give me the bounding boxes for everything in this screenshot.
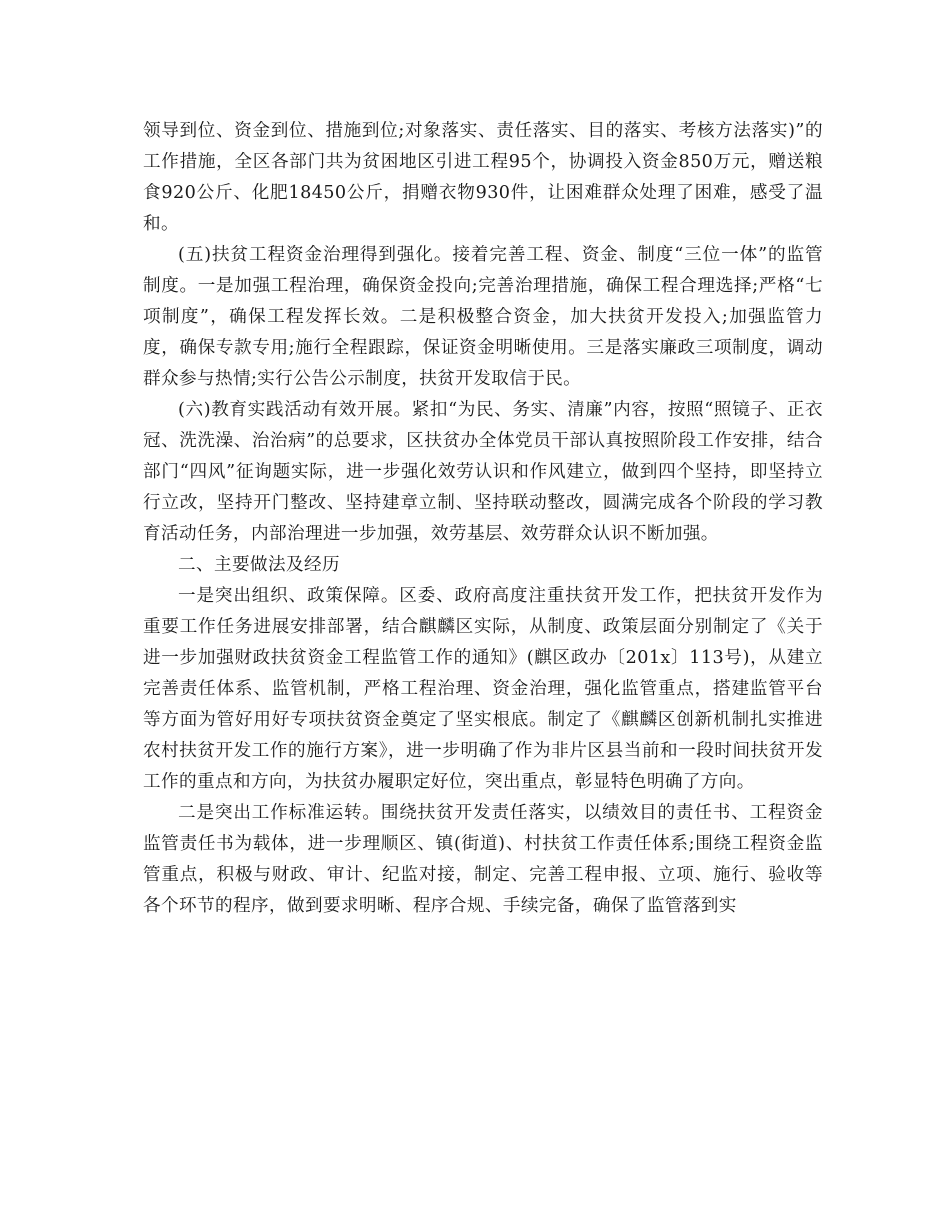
- paragraph-2: (五)扶贫工程资金治理得到强化。接着完善工程、资金、制度“三位一体”的监管制度。一是加强工程治理，确保资金投向;完善治理措施，确保工程合理选择;严格“七项制度”，确保工程发挥长效。二是积极整合资金，加大扶贫开发投入;加强监管力度，确保专款专用;施行全程跟踪，保证资金明晰使用。三是落实廉政三项制度，调动群众参与热情;实行公告公示制度，扶贫开发取信于民。: [143, 245, 823, 389]
- paragraph-4: 一是突出组织、政策保障。区委、政府高度注重扶贫开发工作，把扶贫开发作为重要工作任务进展安排部署，结合麒麟区实际，从制度、政策层面分别制定了《关于进一步加强财政扶贫资金工程监管工作的通知》(麒区政办〔201x〕113号)，从建立完善责任体系、监管机制，严格工程治理、资金治理，强化监管重点，搭建监管平台等方面为管好用好专项扶贫资金奠定了坚实根底。制定了《麒麟区创新机制扎实推进农村扶贫开发工作的施行方案》，进一步明确了作为非片区县当前和一段时间扶贫开发工作的重点和方向，为扶贫办履职定好位，突出重点，彰显特色明确了方向。: [143, 586, 823, 792]
- document-page: [143, 116, 823, 922]
- paragraph-3: (六)教育实践活动有效开展。紧扣“为民、务实、清廉”内容，按照“照镜子、正衣冠、洗洗澡、治治病”的总要求，区扶贫办全体党员干部认真按照阶段工作安排，结合部门“四风”征询题实际，进一步强化效劳认识和作风建立，做到四个坚持，即坚持立行立改，坚持开门整改、坚持建章立制、坚持联动整改，圆满完成各个阶段的学习教育活动任务，内部治理进一步加强，效劳基层、效劳群众认识不断加强。: [143, 400, 823, 544]
- paragraph-1: 领导到位、资金到位、措施到位;对象落实、责任落实、目的落实、考核方法落实)”的工作措施，全区各部门共为贫困地区引进工程95个，协调投入资金850万元，赠送粮食920公斤、化肥18450公斤，捐赠衣物930件，让困难群众处理了困难，感受了温和。: [143, 121, 823, 234]
- section-heading: 二、主要做法及经历: [178, 555, 340, 575]
- paragraph-5: 二是突出工作标准运转。围绕扶贫开发责任落实，以绩效目的责任书、工程资金监管责任书为载体，进一步理顺区、镇(街道)、村扶贫工作责任体系;围绕工程资金监管重点，积极与财政、审计、纪监对接，制定、完善工程申报、立项、施行、验收等各个环节的程序，做到要求明晰、程序合规、手续完备，确保了监管落到实: [143, 803, 823, 916]
